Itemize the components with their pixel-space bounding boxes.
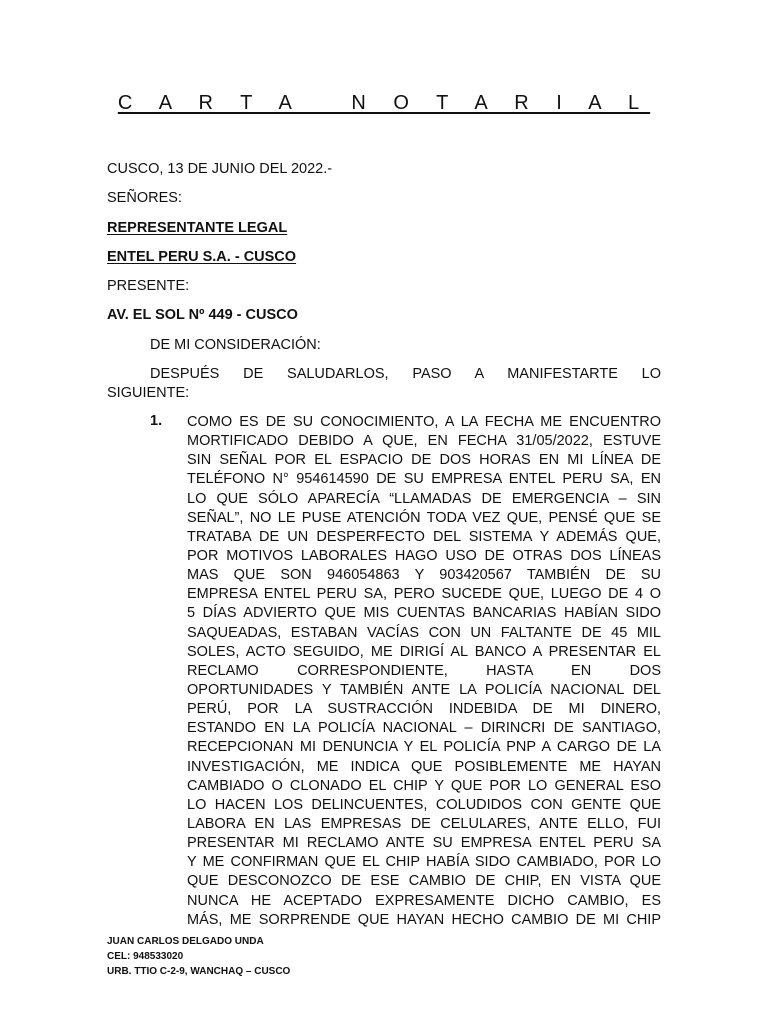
greeting-line-2: SIGUIENTE:: [107, 385, 190, 401]
presente-label: PRESENTE:: [107, 278, 190, 294]
paragraph-line: TELÉFONO N° 954614590 DE SU EMPRESA ENTEL PERU SA, EN: [187, 471, 661, 488]
paragraph-line: MORTIFICADO DEBIDO A QUE, EN FECHA 31/05/2022, ESTUVE: [187, 433, 661, 450]
footer-name: JUAN CARLOS DELGADO UNDA: [107, 936, 264, 947]
paragraph-line: SIN SEÑAL POR EL ESPACIO DE DOS HORAS EN MI LÍNEA DE: [187, 452, 661, 469]
paragraph-line: ESTANDO EN LA POLICÍA NACIONAL – DIRINCRI DE SANTIAGO,: [187, 720, 661, 737]
recipient-title: REPRESENTANTE LEGAL: [107, 220, 288, 236]
recipient-company: ENTEL PERU S.A. - CUSCO: [107, 249, 297, 265]
paragraph-line: TRATABA DE UN DESPERFECTO DEL SISTEMA Y ADEMÁS QUE,: [187, 528, 661, 545]
footer-address: URB. TTIO C-2-9, WANCHAQ – CUSCO: [107, 966, 291, 977]
item-number: 1.: [150, 413, 163, 429]
paragraph-line: MÁS, ME SORPRENDE QUE HAYAN HECHO CAMBIO DE MI CHIP: [187, 911, 661, 928]
greeting-line-1: DESPUÉS DE SALUDARLOS, PASO A MANIFESTARTE LO: [150, 366, 661, 382]
paragraph-line: MAS QUE SON 946054863 Y 903420567 TAMBIÉN DE SU: [187, 567, 661, 584]
paragraph-line: LO HACEN LOS DELINCUENTES, COLUDIDOS CON GENTE QUE: [187, 796, 661, 813]
paragraph-line: INVESTIGACIÓN, ME INDICA QUE POSIBLEMENTE ME HAYAN: [187, 758, 661, 775]
paragraph-line: LO QUE SÓLO APARECÍA “LLAMADAS DE EMERGENCIA – SIN: [187, 490, 661, 507]
consideration-line: DE MI CONSIDERACIÓN:: [150, 337, 321, 353]
footer-phone: CEL: 948533020: [107, 951, 184, 962]
paragraph-line: SAQUEADAS, ESTABAN VACÍAS CON UN FALTANTE DE 45 MIL: [187, 624, 661, 641]
document-title: C A R T A N O T A R I A L: [117, 92, 651, 114]
paragraph-line: PERÚ, POR LA SUSTRACCIÓN INDEBIDA DE MI DINERO,: [187, 701, 661, 718]
paragraph-line: CAMBIADO O CLONADO EL CHIP Y QUE POR LO GENERAL ESO: [187, 777, 661, 794]
date-line: CUSCO, 13 DE JUNIO DEL 2022.-: [107, 161, 333, 177]
salutation: SEÑORES:: [107, 190, 182, 206]
paragraph-line: RECEPCIONAN MI DENUNCIA Y EL POLICÍA PNP A CARGO DE LA: [187, 739, 661, 756]
paragraph-line: RECLAMO CORRESPONDIENTE, HASTA EN DOS: [187, 662, 661, 679]
paragraph-line: SOLES, ACTO SEGUIDO, ME DIRIGÍ AL BANCO A PRESENTAR EL: [187, 643, 661, 660]
paragraph-line: LABORA EN LAS EMPRESAS DE CELULARES, ANTE ELLO, FUI: [187, 815, 661, 832]
paragraph-line: OPORTUNIDADES Y TAMBIÉN ANTE LA POLICÍA NACIONAL DEL: [187, 681, 661, 698]
paragraph-line: POR MOTIVOS LABORALES HAGO USO DE OTRAS DOS LÍNEAS: [187, 547, 661, 564]
paragraph-line: EMPRESA ENTEL PERU SA, PERO SUCEDE QUE, LUEGO DE 4 O: [187, 586, 661, 603]
paragraph-line: Y ME CONFIRMAN QUE EL CHIP HABÍA SIDO CAMBIADO, POR LO: [187, 854, 661, 871]
paragraph-line: SEÑAL”, NO LE PUSE ATENCIÓN TODA VEZ QUE, PENSÉ QUE SE: [187, 509, 661, 526]
recipient-address: AV. EL SOL Nº 449 - CUSCO: [107, 307, 298, 323]
item-paragraph: [187, 413, 661, 930]
paragraph-line: NUNCA HE ACEPTADO EXPRESAMENTE DICHO CAMBIO, ES: [187, 892, 661, 909]
paragraph-line: QUE DESCONOZCO DE ESE CAMBIO DE CHIP, EN VISTA QUE: [187, 873, 661, 890]
paragraph-line: COMO ES DE SU CONOCIMIENTO, A LA FECHA ME ENCUENTRO: [187, 414, 661, 430]
paragraph-line: PRESENTAR MI RECLAMO ANTE SU EMPRESA ENTEL PERU SA: [187, 835, 661, 852]
paragraph-line: 5 DÍAS ADVIERTO QUE MIS CUENTAS BANCARIAS HABÍAN SIDO: [187, 605, 661, 622]
